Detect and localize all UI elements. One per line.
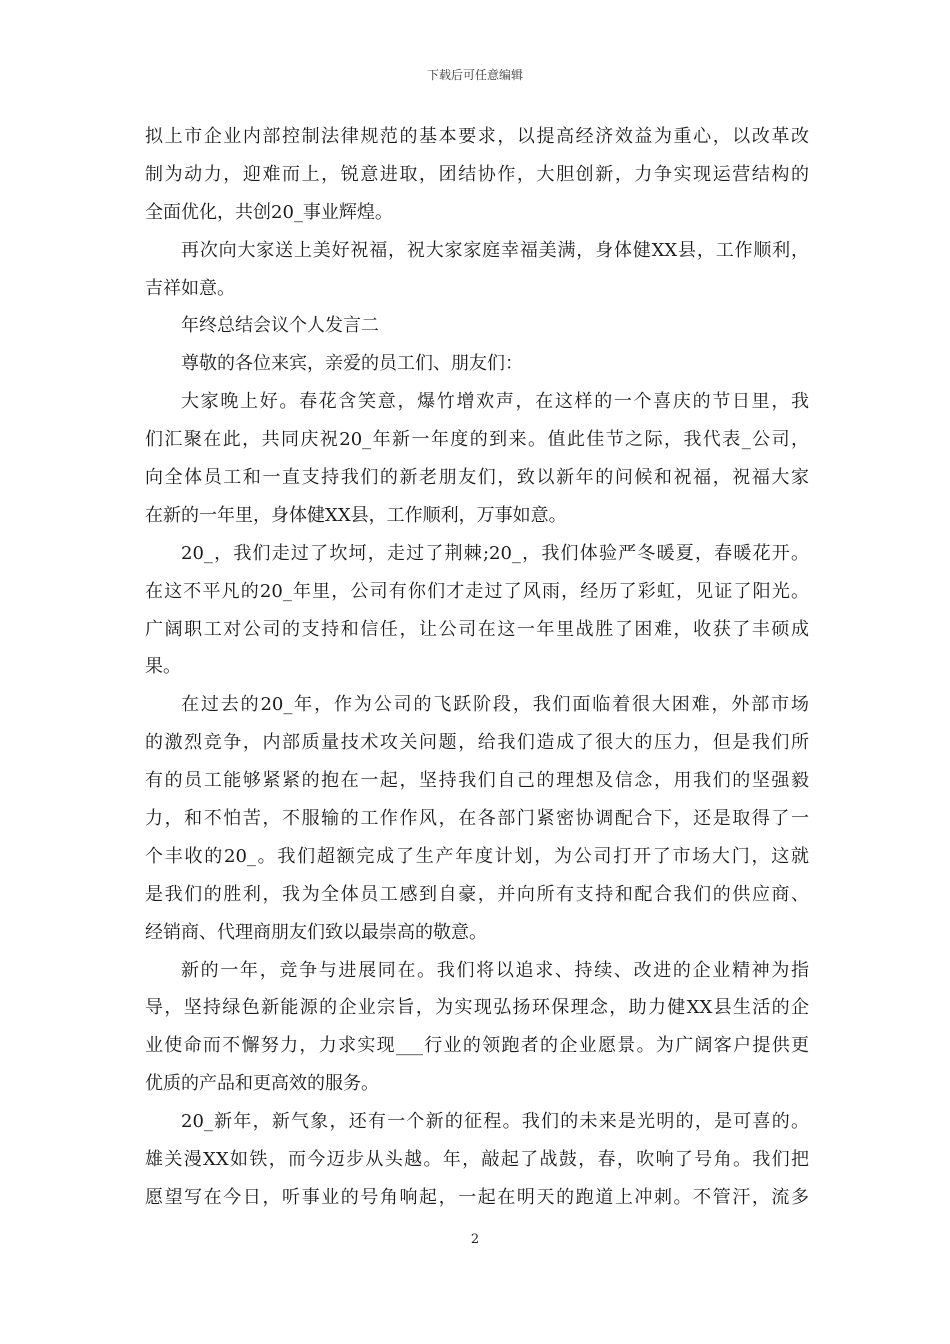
text-line: 制为动力，迎难而上，锐意进取，团结协作，大胆创新，力争实现运营结构的 — [145, 163, 809, 185]
text-line: 大家晚上好。春花含笑意，爆竹增欢声，在这样的一个喜庆的节日里，我 — [181, 391, 809, 413]
text-line: 20_，我们走过了坎坷，走过了荆棘;20_，我们体验严冬暖夏，春暖花开。 — [181, 542, 809, 564]
text-line: 经销商、代理商朋友们致以最崇高的敬意。 — [145, 921, 487, 943]
text-line: 愿望写在今日，听事业的号角响起，一起在明天的跑道上冲刺。不管汗，流多 — [145, 1186, 809, 1208]
page-header-note: 下载后可任意编辑 — [426, 68, 523, 82]
text-line: 是我们的胜利，我为全体员工感到自豪，并向所有支持和配合我们的供应商、 — [145, 883, 809, 905]
text-line: 有的员工能够紧紧的抱在一起，坚持我们自己的理想及信念，用我们的坚强毅 — [145, 770, 809, 792]
text-line: 吉祥如意。 — [145, 277, 235, 299]
text-line: 雄关漫XX如铁，而今迈步从头越。年，敲起了战鼓，春，吹响了号角。我们把 — [145, 1149, 809, 1171]
text-line: 全面优化，共创20_事业辉煌。 — [145, 201, 393, 223]
text-line: 年终总结会议个人发言二 — [181, 315, 379, 337]
text-line: 拟上市企业内部控制法律规范的基本要求，以提高经济效益为重心，以改革改 — [145, 126, 809, 147]
text-line: 尊敬的各位来宾，亲爱的员工们、朋友们： — [181, 353, 523, 375]
text-line: 再次向大家送上美好祝福，祝大家家庭幸福美满，身体健XX县，工作顺利， — [181, 239, 809, 261]
text-line: 广阔职工对公司的支持和信任，让公司在这一年里战胜了困难，收获了丰硕成 — [145, 618, 809, 640]
text-line: 力，和不怕苦，不服输的工作作风，在各部门紧密协调配合下，还是取得了一 — [145, 808, 809, 830]
text-line: 在过去的20_年，作为公司的飞跃阶段，我们面临着很大困难，外部市场 — [181, 694, 809, 716]
document-body — [145, 118, 809, 1217]
text-line: 个丰收的20_。我们超额完成了生产年度计划，为公司打开了市场大门，这就 — [145, 845, 809, 867]
text-line: 向全体员工和一直支持我们的新老朋友们，致以新年的问候和祝福，祝福大家 — [145, 467, 809, 489]
text-line: 导，坚持绿色新能源的企业宗旨，为实现弘扬环保理念，助力健XX县生活的企 — [145, 997, 809, 1019]
text-line: 们汇聚在此，共同庆祝20_年新一年度的到来。值此佳节之际，我代表_公司， — [145, 429, 809, 451]
text-line: 果。 — [145, 656, 181, 678]
text-line: 新的一年，竞争与进展同在。我们将以追求、持续、改进的企业精神为指 — [181, 959, 809, 981]
text-line: 优质的产品和更高效的服务。 — [145, 1073, 379, 1095]
text-line: 的激烈竞争，内部质量技术攻关问题，给我们造成了很大的压力，但是我们所 — [145, 732, 809, 754]
text-line: 业使命而不懈努力，力求实现___行业的领跑者的企业愿景。为广阔客户提供更 — [145, 1035, 809, 1057]
text-line: 20_新年，新气象，还有一个新的征程。我们的未来是光明的，是可喜的。 — [181, 1111, 809, 1133]
page-number: 2 — [470, 1232, 480, 1247]
text-line: 在这不平凡的20_年里，公司有你们才走过了风雨，经历了彩虹，见证了阳光。 — [145, 580, 809, 602]
text-line: 在新的一年里，身体健XX县，工作顺利，万事如意。 — [145, 504, 567, 526]
